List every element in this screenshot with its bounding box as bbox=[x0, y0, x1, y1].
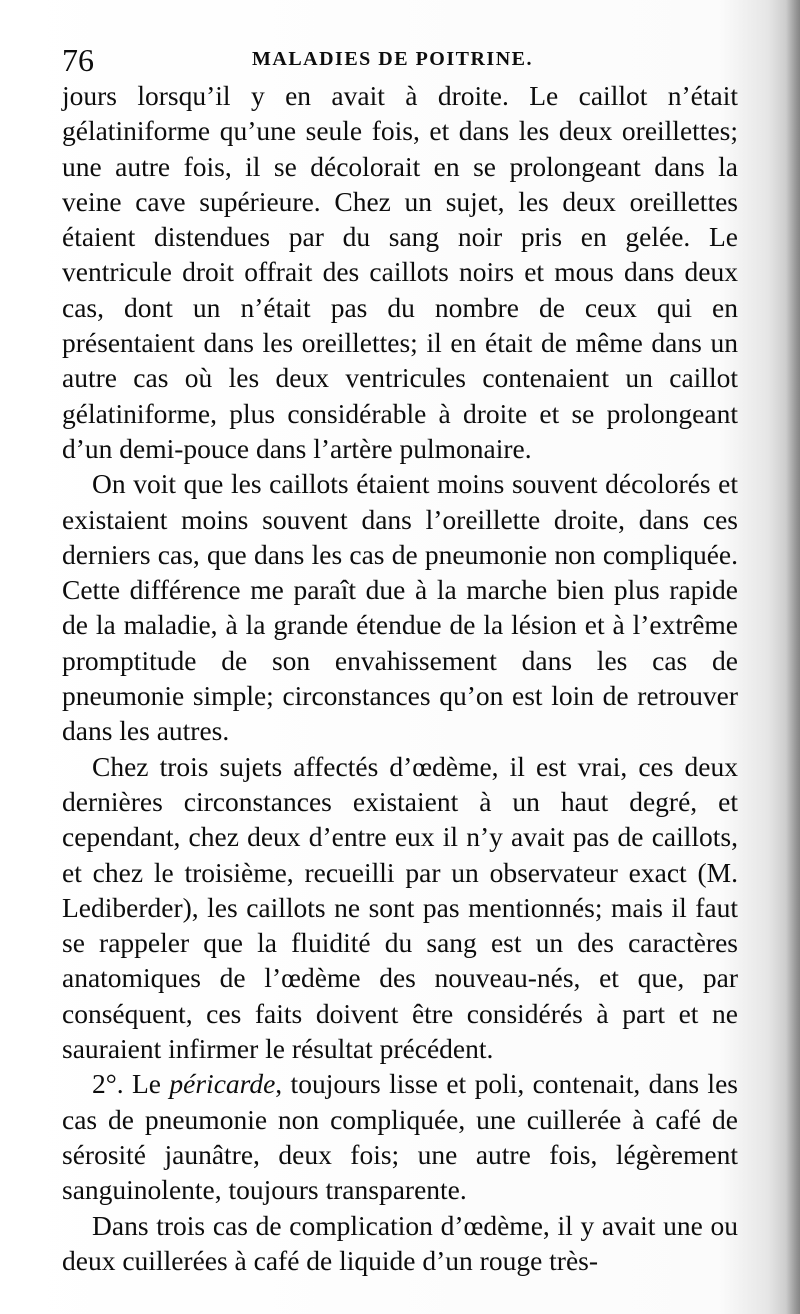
running-head: MALADIES DE POITRINE. bbox=[252, 48, 533, 70]
paragraph-complication: Dans trois cas de complication d’œdème, il y avait une ou deux cuillerées à café de liquide d’un rouge très- bbox=[62, 1209, 738, 1276]
paragraph-pericarde-prefix: 2°. Le bbox=[92, 1068, 170, 1100]
paragraph-continued: jours lorsqu’il y en avait à droite. Le caillot n’était gélatiniforme qu’une seule fois, et dans les deux oreillettes; une autre fois, il se décolorait en se prolongeant dans la veine cave supérieure. Chez un sujet, les deux oreillettes étaient distendues par du sang noir pris en gelée. Le ventricule droit offrait des caillots noirs et mous dans deux cas, dont un n’était pas du nombre de ceux qui en présentaient dans les oreillettes; il en était de même dans un autre cas où les deux ventricules contenaient un caillot gélatiniforme, plus considérable à droite et se prolongeant d’un demi-pouce dans l’artère pulmonaire. bbox=[62, 80, 738, 464]
paragraph-pericarde-italic-term: péricarde bbox=[169, 1068, 276, 1100]
page-edge-shadow bbox=[786, 0, 800, 1314]
paragraph-caillots: On voit que les caillots étaient moins souvent décolorés et existaient moins souvent dans l’oreillette droite, dans ces derniers cas, que dans les cas de pneumonie non compliquée. Cette différence me paraît due à la marche bien plus rapide de la maladie, à la grande étendue de la lésion et à l’extrême promptitude de son envahissement dans les cas de pneumonie simple; circonstances qu’on est loin de retrouver dans les autres. bbox=[62, 468, 738, 747]
page-header bbox=[62, 40, 738, 80]
page-number: 76 bbox=[62, 42, 94, 78]
paragraph-pericarde-text: , toujours lisse et poli, contenait, dans les cas de pneumonie non compliquée, une cuillerée à café de sérosité jaunâtre, deux fois; une autre fois, légèrement sanguinolente, toujours transparente. bbox=[62, 1068, 738, 1206]
paragraph-pericarde bbox=[62, 1066, 738, 1207]
page-body bbox=[62, 78, 738, 1278]
paragraph-oedeme: Chez trois sujets affectés d’œdème, il est vrai, ces deux dernières circonstances existaient à un haut degré, et cependant, chez deux d’entre eux il n’y avait pas de caillots, et chez le troisième, recueilli par un observateur exact (M. Lediberder), les caillots ne sont pas mentionnés; mais il faut se rappeler que la fluidité du sang est un des caractères anatomiques de l’œdème des nouveau-nés, et que, par conséquent, ces faits doivent être considérés à part et ne sauraient infirmer le résultat précédent. bbox=[62, 750, 738, 1065]
